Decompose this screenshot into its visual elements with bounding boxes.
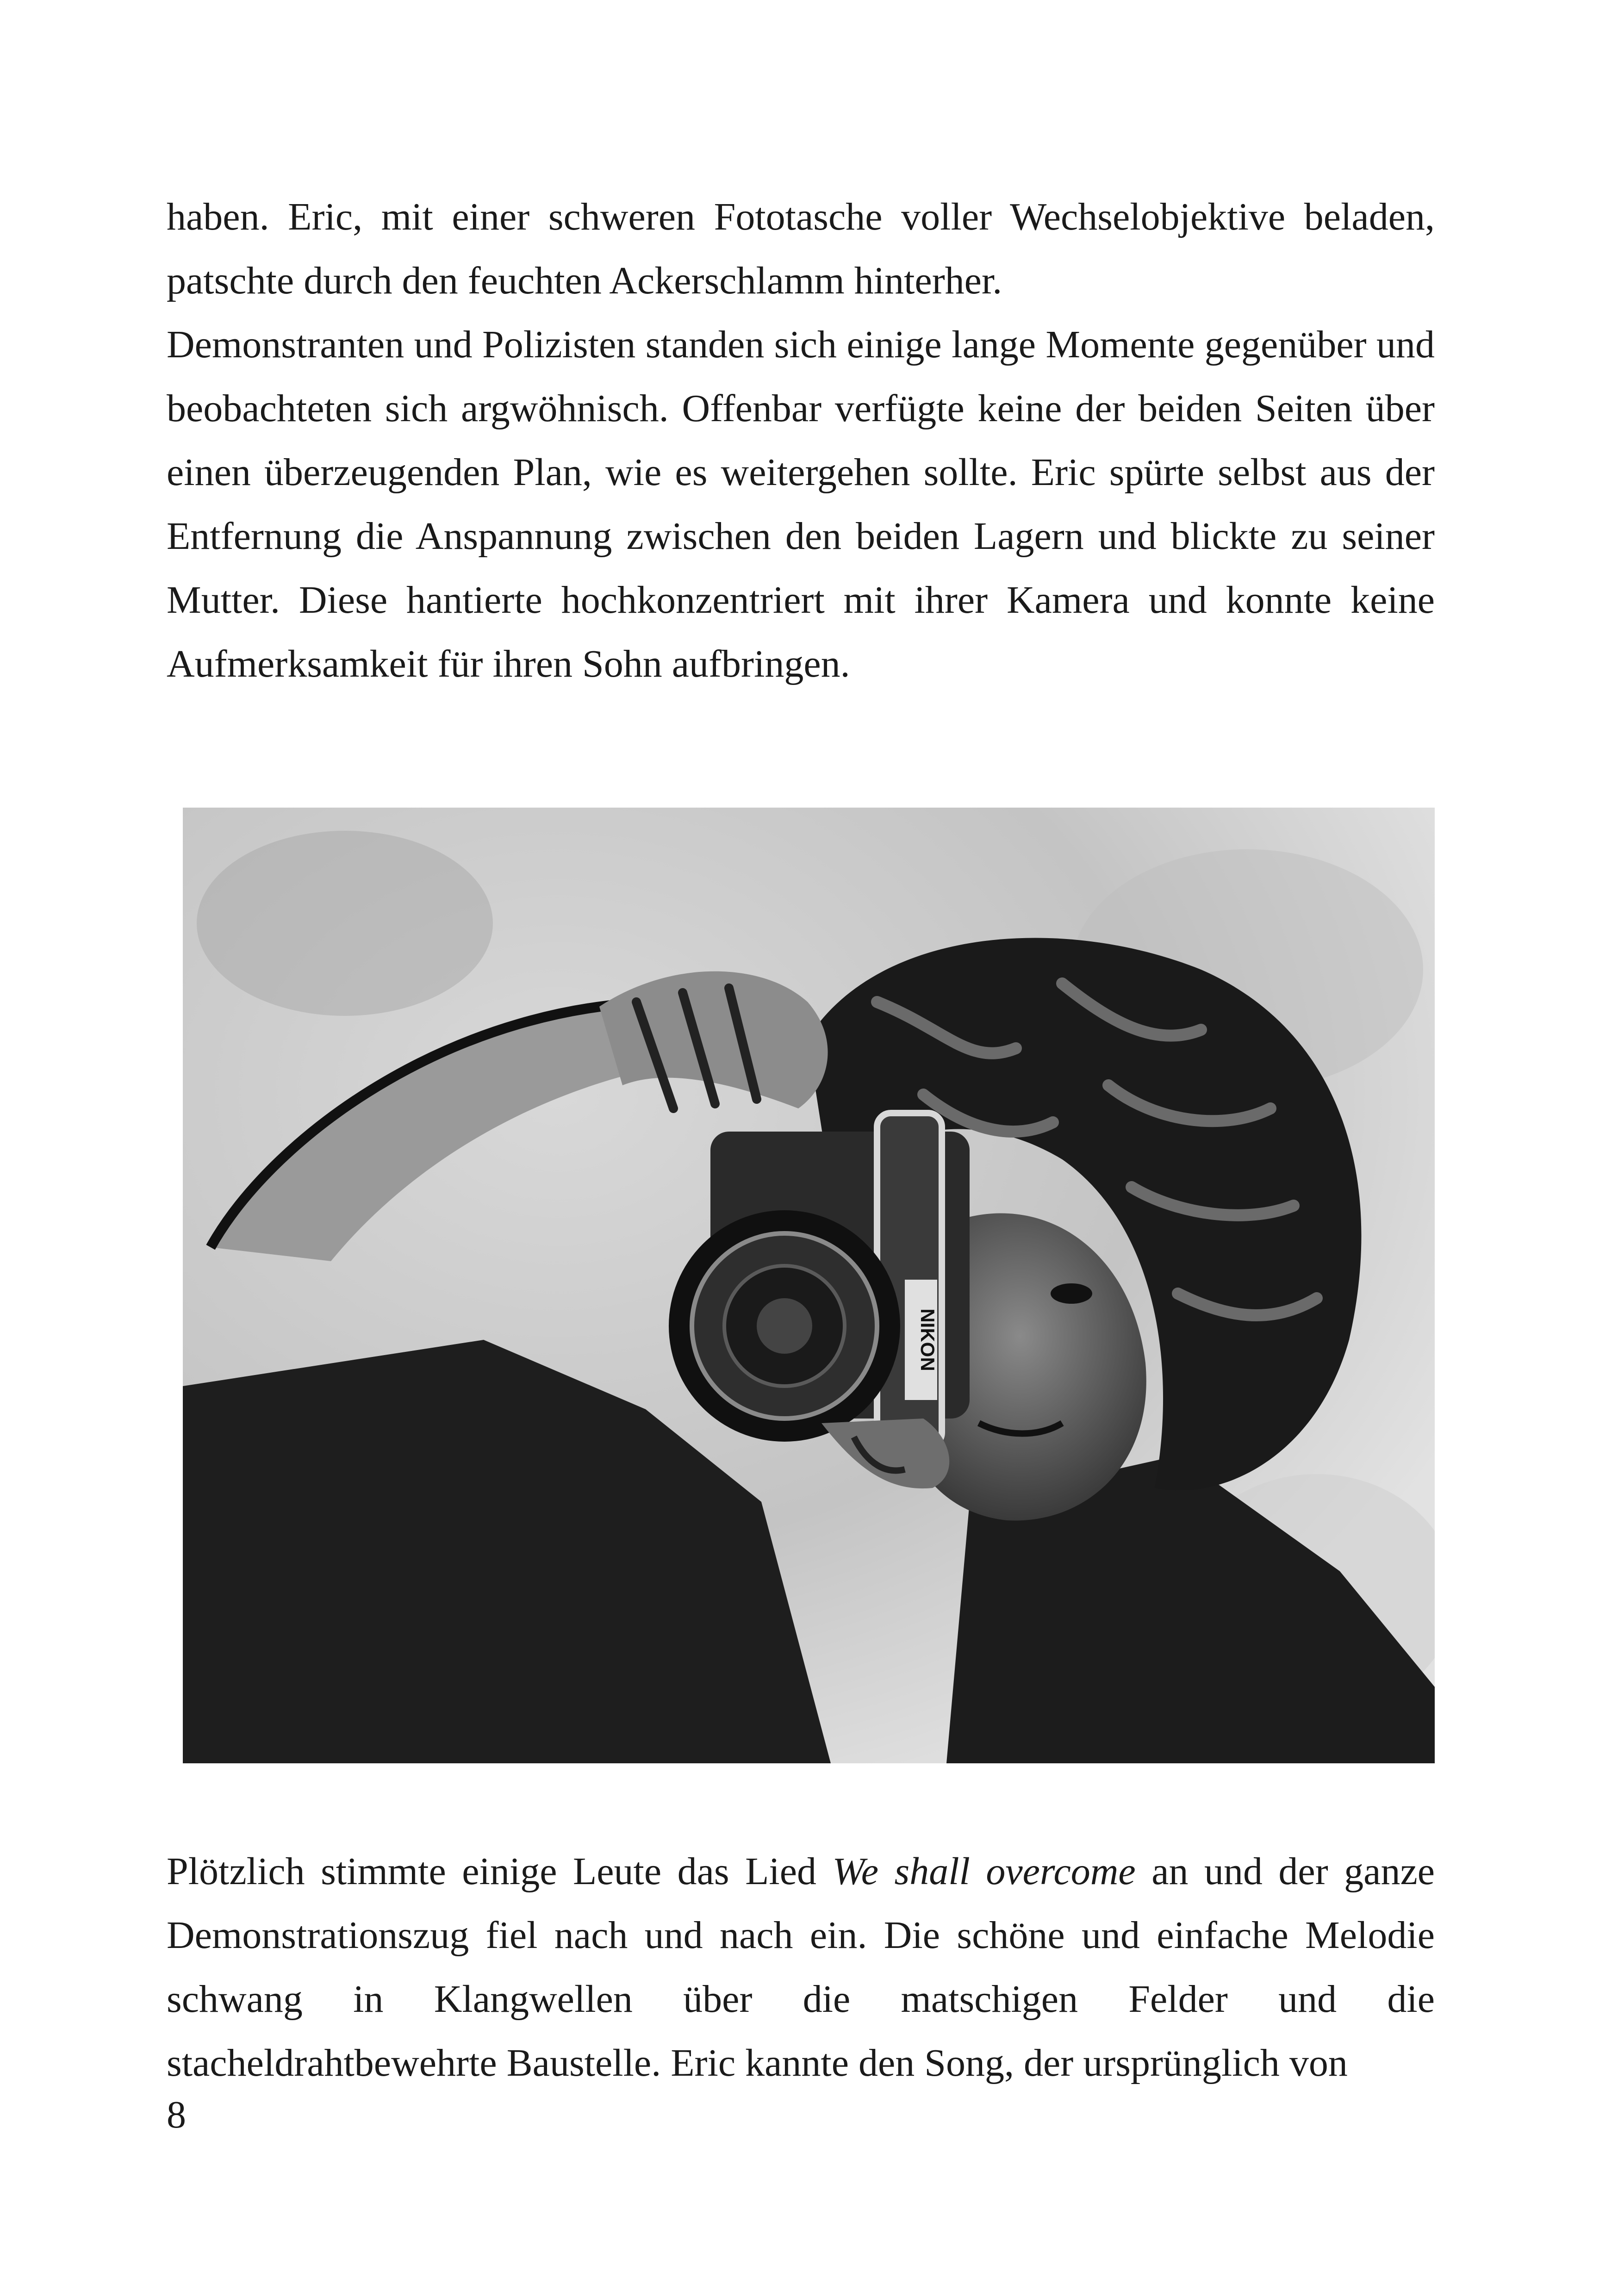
text-block-bottom: [167, 1840, 1435, 2095]
song-title: We shall overcome: [832, 1850, 1136, 1893]
page-number: 8: [167, 2093, 186, 2136]
paragraph-1: haben. Eric, mit einer schweren Fototasche voller Wechselobjektive beladen, patschte durch den feuchten Ackerschlamm hinterher.: [167, 195, 1435, 302]
paragraph-2: Demonstranten und Polizisten standen sich einige lange Momente gegenüber und beobachteten sich argwöhnisch. Offenbar verfügte keine der beiden Seiten über einen überzeugenden Plan, wie es weitergehen sollte. Eric spürte selbst aus der Entfernung die Anspannung zwischen den beiden Lagern und blickte zu seiner Mutter. Diese hantierte hochkonzentriert mit ihrer Kamera und konnte keine Aufmerksamkeit für ihren Sohn aufbringen.: [167, 323, 1435, 685]
photo-woman-with-camera: [183, 808, 1435, 1763]
text-block-top: [167, 185, 1435, 696]
camera-brand-label: NIKON: [917, 1308, 939, 1371]
paragraph-3: Plötzlich stimmte einige Leute das Lied We shall overcome an und der ganze Demonstrationszug fiel nach und nach ein. Die schöne und einfache Melodie schwang in Klangwellen über die matschigen Felder und die stacheldrahtbewehrte Baustelle. Eric kannte den Song, der ursprünglich von: [167, 1850, 1435, 2084]
